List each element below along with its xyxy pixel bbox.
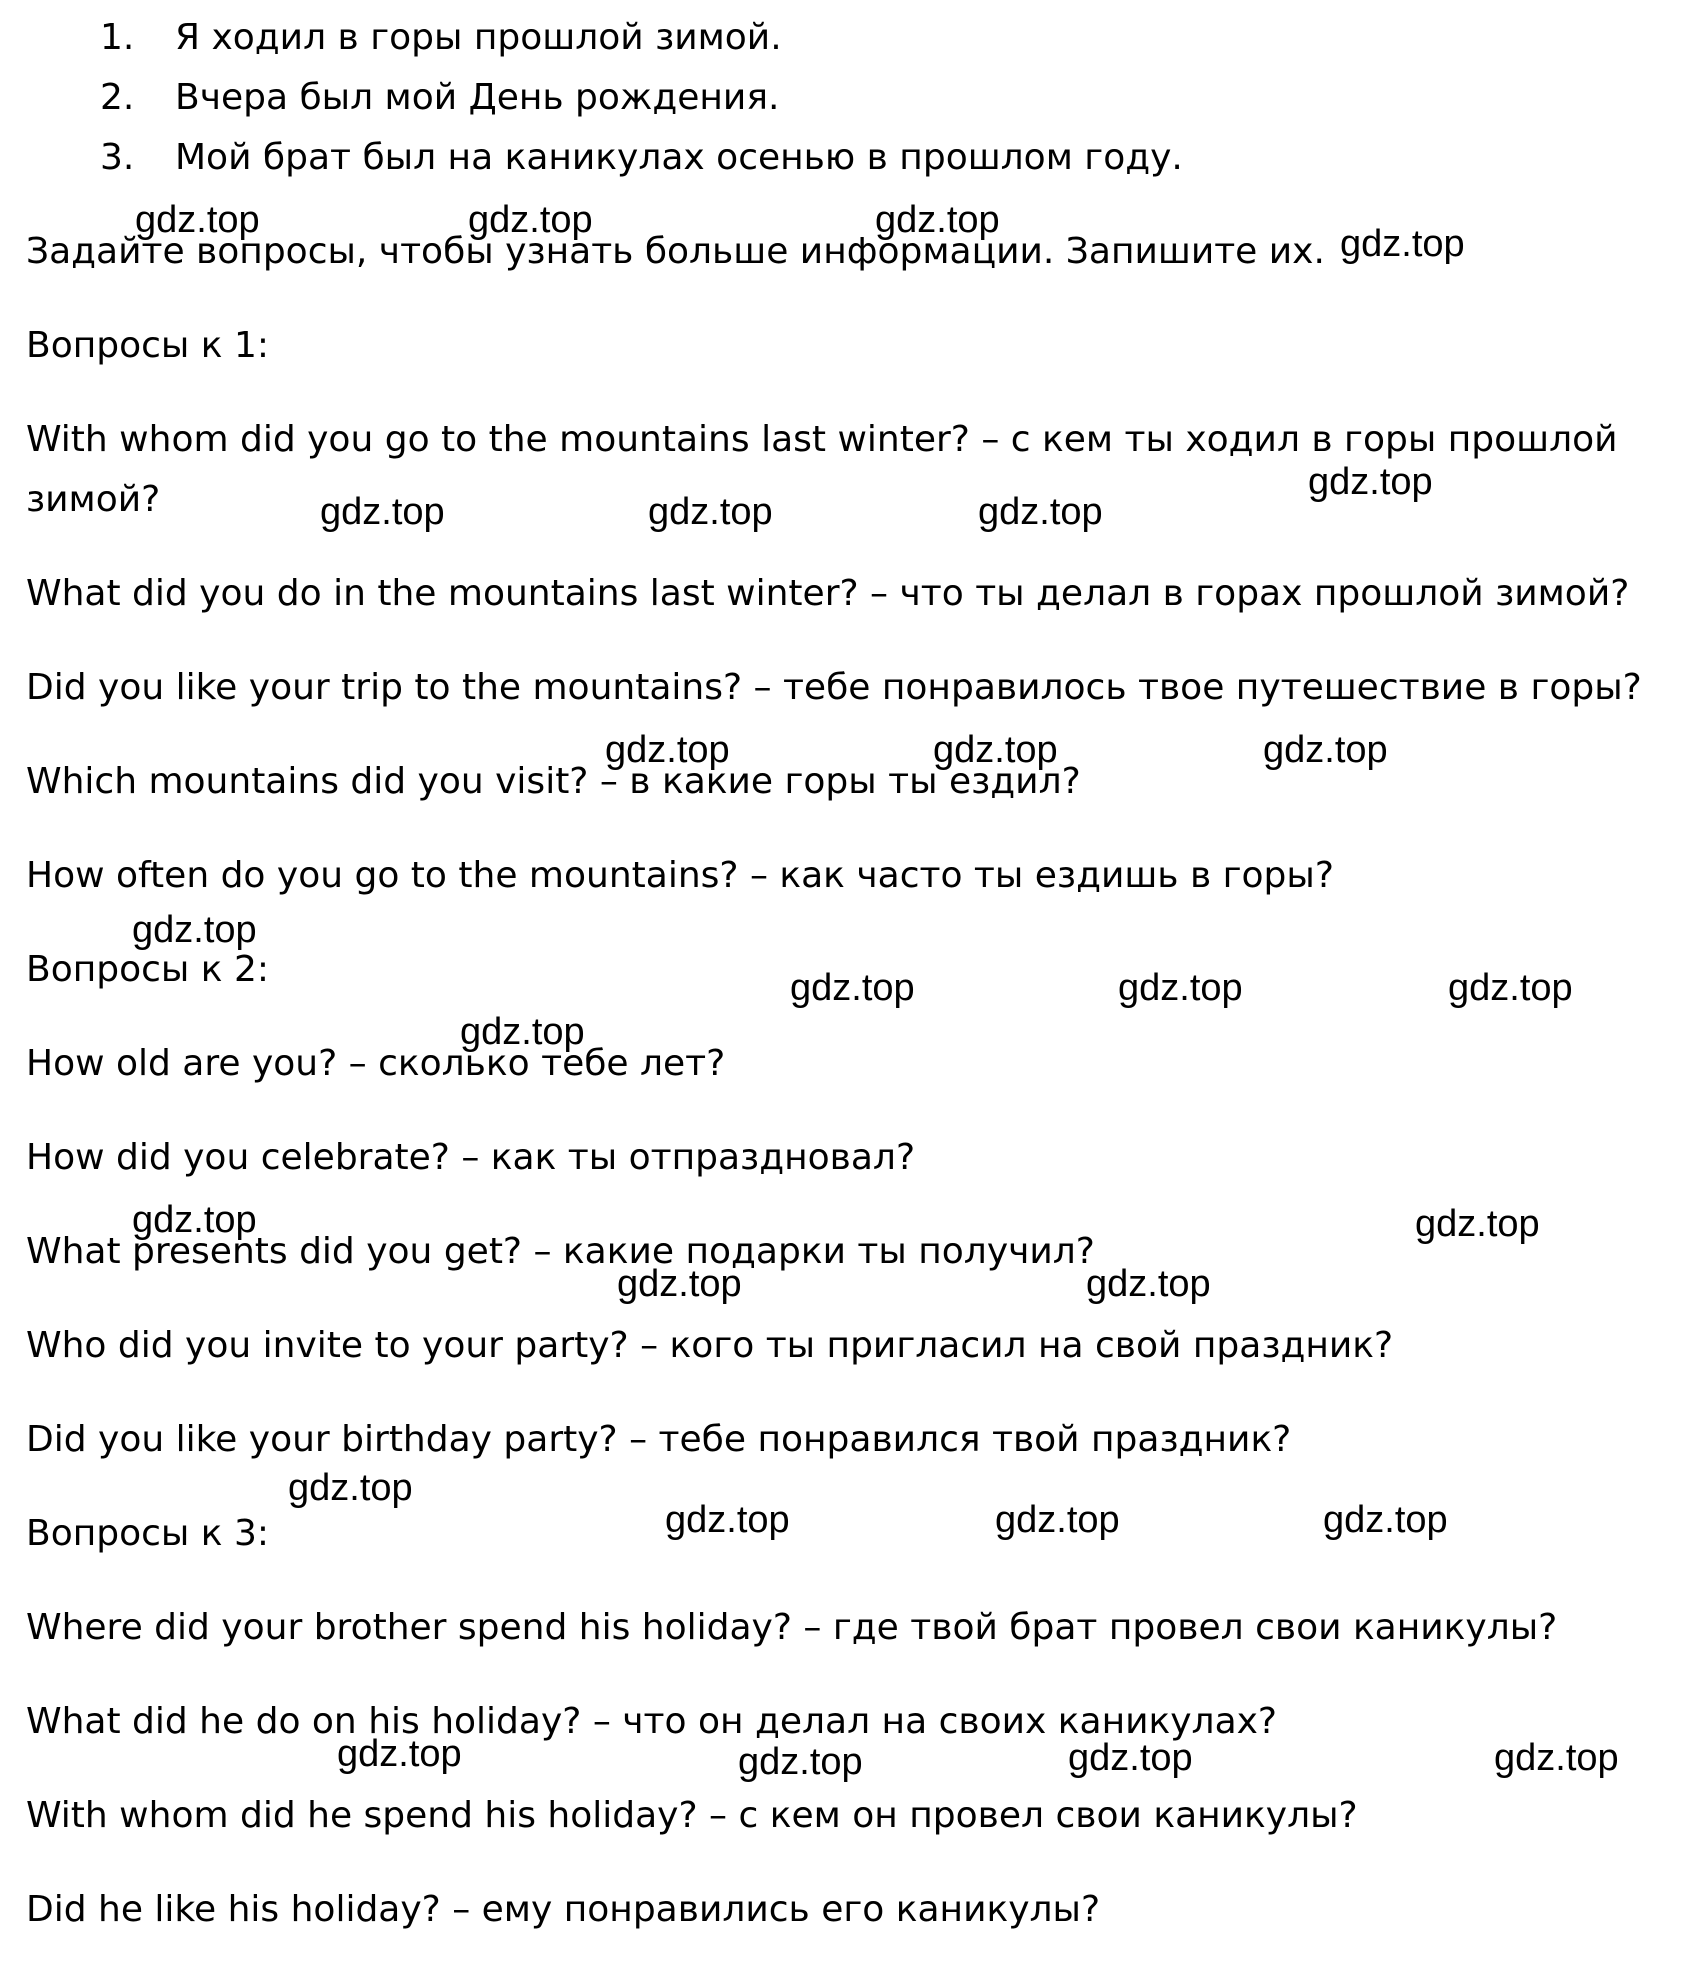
watermark: gdz.top — [1448, 967, 1573, 1009]
watermark: gdz.top — [320, 491, 445, 533]
section3-question-2: What did he do on his holiday? – что он делал на своих каникулах? — [26, 1701, 1278, 1742]
section2-heading: Вопросы к 2: — [26, 949, 270, 990]
section1-question-2: What did you do in the mountains last winter? – что ты делал в горах прошлой зимой? — [26, 573, 1630, 614]
watermark: gdz.top — [337, 1733, 462, 1775]
section2-question-4: Who did you invite to your party? – кого ты пригласил на свой праздник? — [26, 1325, 1394, 1366]
list-number-1: 1. — [100, 17, 135, 58]
section2-question-3: What presents did you get? – какие подарки ты получил? — [26, 1231, 1095, 1272]
watermark: gdz.top — [617, 1263, 742, 1305]
watermark: gdz.top — [1068, 1737, 1193, 1779]
watermark: gdz.top — [468, 199, 593, 241]
section1-question-5: How often do you go to the mountains? – как часто ты ездишь в горы? — [26, 855, 1334, 896]
list-number-2: 2. — [100, 77, 135, 118]
watermark: gdz.top — [1308, 461, 1433, 503]
watermark: gdz.top — [135, 199, 260, 241]
section1-question-4: Which mountains did you visit? – в какие горы ты ездил? — [26, 761, 1081, 802]
watermark: gdz.top — [132, 909, 257, 951]
watermark: gdz.top — [1263, 729, 1388, 771]
section3-heading: Вопросы к 3: — [26, 1513, 270, 1554]
watermark: gdz.top — [132, 1199, 257, 1241]
watermark: gdz.top — [1086, 1263, 1211, 1305]
watermark: gdz.top — [1323, 1499, 1448, 1541]
section2-question-5: Did you like your birthday party? – тебе понравился твой праздник? — [26, 1419, 1292, 1460]
watermark: gdz.top — [1415, 1203, 1540, 1245]
section3-question-4: Did he like his holiday? – ему понравились его каникулы? — [26, 1889, 1101, 1930]
watermark: gdz.top — [1118, 967, 1243, 1009]
list-item-1: Я ходил в горы прошлой зимой. — [175, 17, 782, 58]
watermark: gdz.top — [665, 1499, 790, 1541]
section1-question-3: Did you like your trip to the mountains? – тебе понравилось твое путешествие в горы? — [26, 667, 1642, 708]
section2-question-1: How old are you? – сколько тебе лет? — [26, 1043, 726, 1084]
watermark: gdz.top — [978, 491, 1103, 533]
section2-question-2: How did you celebrate? – как ты отпраздновал? — [26, 1137, 916, 1178]
watermark: gdz.top — [738, 1741, 863, 1783]
instruction: Задайте вопросы, чтобы узнать больше информации. Запишите их. — [26, 231, 1325, 272]
watermark: gdz.top — [790, 967, 915, 1009]
watermark: gdz.top — [605, 729, 730, 771]
section3-question-1: Where did your brother spend his holiday? – где твой брат провел свои каникулы? — [26, 1607, 1558, 1648]
watermark: gdz.top — [1494, 1737, 1619, 1779]
section3-question-3: With whom did he spend his holiday? – с кем он провел свои каникулы? — [26, 1795, 1358, 1836]
watermark: gdz.top — [288, 1467, 413, 1509]
section1-question-1-line-2: зимой? — [26, 479, 161, 520]
watermark: gdz.top — [933, 729, 1058, 771]
watermark: gdz.top — [1340, 223, 1465, 265]
list-item-3: Мой брат был на каникулах осенью в прошлом году. — [175, 137, 1183, 178]
section1-question-1-line-1: With whom did you go to the mountains last winter? – с кем ты ходил в горы прошлой — [26, 419, 1618, 460]
list-number-3: 3. — [100, 137, 135, 178]
watermark: gdz.top — [995, 1499, 1120, 1541]
section1-heading: Вопросы к 1: — [26, 325, 270, 366]
list-item-2: Вчера был мой День рождения. — [175, 77, 780, 118]
watermark: gdz.top — [648, 491, 773, 533]
watermark: gdz.top — [460, 1011, 585, 1053]
watermark: gdz.top — [875, 199, 1000, 241]
